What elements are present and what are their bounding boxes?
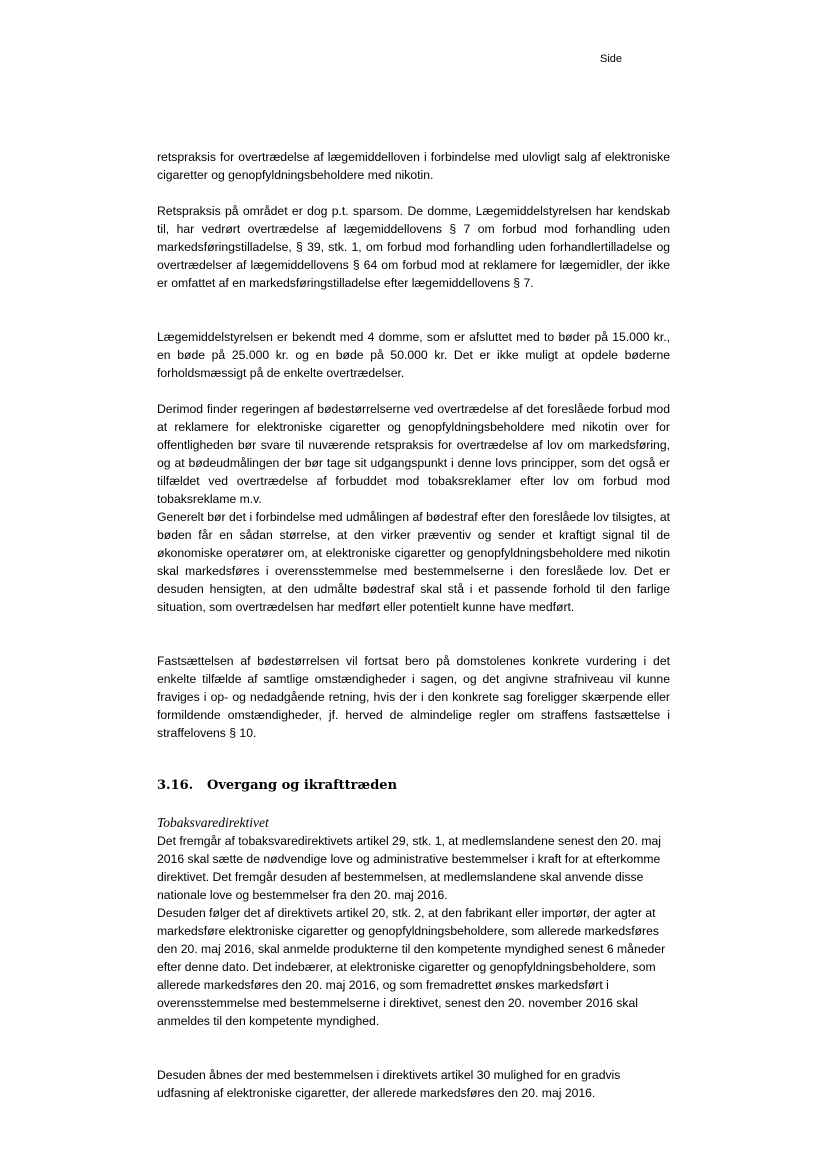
paragraph-text: Desuden følger det af direktivets artikel 20, stk. 2, at den fabrikant eller importør, der agter at markedsføre elektroniske cigaretter og genopfyldningsbeholdere, som allerede markedsføres den 20. maj 2016, skal anmelde produkterne til den kompetente myndighed senest 6 måneder efter denne dato. Det indebærer, at elektroniske cigaretter og genopfyldningsbeholdere, som allerede markedsføres den 20. maj 2016, og som fremadrettet ønskes markedsført i overensstemmelse med bestemmelserne i direktivet, senest den 20. november 2016 skal anmeldes til den kompetente myndighed. — [157, 906, 666, 1028]
paragraph — [157, 904, 670, 1030]
paragraph-text: Desuden åbnes der med bestemmelsen i direktivets artikel 30 mulighed for en gradvis udfasning af elektroniske cigaretter, der allerede markedsføres den 20. maj 2016. — [157, 1068, 621, 1100]
paragraph — [157, 400, 670, 508]
paragraph — [157, 508, 670, 616]
paragraph-text: Generelt bør det i forbindelse med udmålingen af bødestraf efter den foreslåede lov tilsigtes, at bøden får en sådan størrelse, at den virker præventiv og sender et kraftigt signal til de økonomiske operatører om, at elektroniske cigaretter og genopfyldningsbeholdere med nikotin skal markedsføres i overensstemmelse med bestemmelserne i den foreslåede lov. Det er desuden hensigten, at den udmålte bødestraf skal stå i et passende forhold til den farlige situation, som overtrædelsen har medført eller potentielt kunne have medført. — [157, 510, 670, 614]
paragraph-text: Lægemiddelstyrelsen er bekendt med 4 domme, som er afsluttet med to bøder på 15.000 kr., en bøde på 25.000 kr. og en bøde på 50.000 kr. Det er ikke muligt at opdele bøderne forholdsmæssigt på de enkelte overtrædelser. — [157, 330, 670, 380]
paragraph-text: retspraksis for overtrædelse af lægemiddelloven i forbindelse med ulovligt salg af elektroniske cigaretter og genopfyldningsbeholdere med nikotin. — [157, 150, 670, 182]
paragraph-text: Fastsættelsen af bødestørrelsen vil fortsat bero på domstolenes konkrete vurdering i det enkelte tilfælde af samtlige omstændigheder i sagen, og det angivne strafniveau vil kunne fraviges i op- og nedadgående retning, hvis der i den konkrete sag foreligger skærpende eller formildende omstændigheder, jf. herved de almindelige regler om straffens fastsættelse i straffelovens § 10. — [157, 654, 670, 740]
paragraph — [157, 652, 670, 742]
paragraph-text: Det fremgår af tobaksvaredirektivets artikel 29, stk. 1, at medlemslandene senest den 20. maj 2016 skal sætte de nødvendige love og administrative bestemmelser i kraft for at efterkomme direktivet. Det fremgår desuden af bestemmelsen, at medlemslandene skal anvende disse nationale love og bestemmelser fra den 20. maj 2016. — [157, 834, 661, 902]
section-number: 3.16. — [157, 778, 194, 793]
paragraph — [157, 1066, 670, 1102]
section-heading — [157, 778, 397, 793]
section-title: Overgang og ikrafttræden — [207, 778, 398, 793]
page-header-label: Side — [600, 53, 623, 65]
paragraph — [157, 148, 670, 184]
subheading: Tobaksvaredirektivet — [157, 815, 269, 830]
subsection — [157, 814, 670, 904]
paragraph — [157, 202, 670, 292]
paragraph-text: Derimod finder regeringen af bødestørrelserne ved overtrædelse af det foreslåede forbud mod at reklamere for elektroniske cigaretter og genopfyldningsbeholdere med nikotin over for offentligheden bør svare til nuværende retspraksis for overtrædelse af lov om markedsføring, og at bødeudmålingen der bør tage sit udgangspunkt i denne lovs principper, som det også er tilfældet ved overtrædelse af forbuddet mod tobaksreklamer efter lov om forbud mod tobaksreklame m.v. — [157, 402, 670, 506]
paragraph — [157, 328, 670, 382]
paragraph-text: Retspraksis på området er dog p.t. sparsom. De domme, Lægemiddelstyrelsen har kendskab til, har vedrørt overtrædelse af lægemiddellovens § 7 om forbud mod forhandling uden markedsføringstilladelse, § 39, stk. 1, om forbud mod forhandling uden forhandlertilladelse og overtrædelser af lægemiddellovens § 64 om forbud mod at reklamere for lægemidler, der ikke er omfattet af en markedsføringstilladelse efter lægemiddellovens § 7. — [157, 204, 670, 290]
